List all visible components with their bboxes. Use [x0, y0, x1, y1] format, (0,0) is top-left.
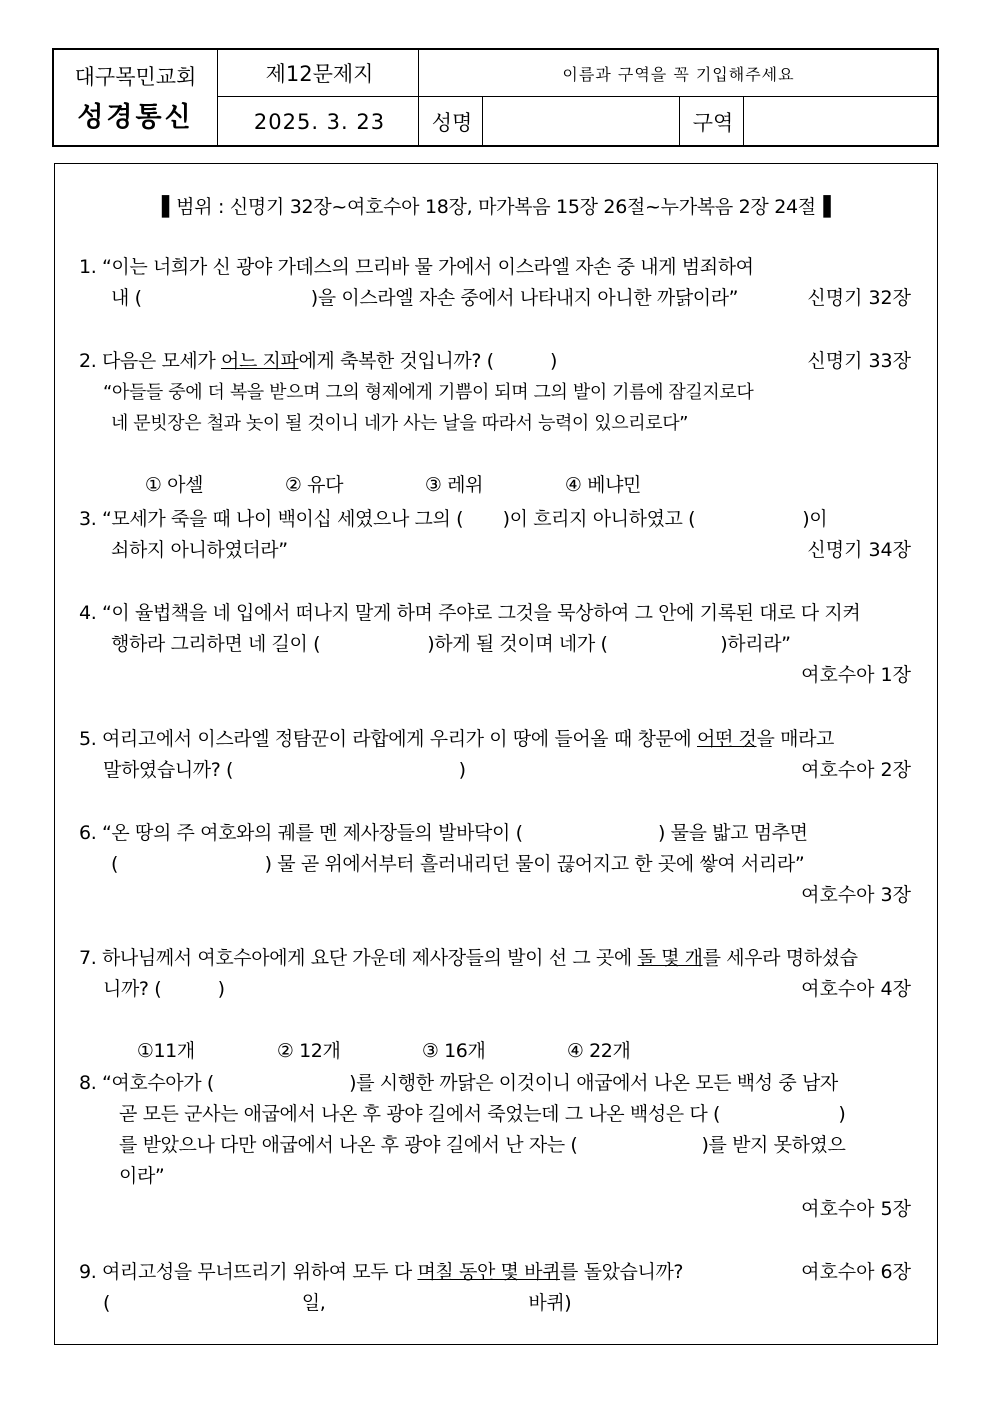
question-9 — [79, 1257, 915, 1319]
q7-line-2[interactable]: 니까? ( ) — [103, 978, 225, 1000]
q3-line-1[interactable]: 3. “모세가 죽을 때 나이 백이십 세였으나 그의 ( )이 흐리지 아니하였고 ( )이 — [79, 508, 828, 530]
q9-reference: 여호수아 6장 — [801, 1261, 911, 1283]
q7-line-1 — [79, 943, 915, 974]
q2-option-4[interactable]: ④ 베냐민 — [564, 474, 641, 496]
question-8 — [79, 1068, 915, 1192]
zone-label: 구역 — [692, 110, 734, 135]
q9-underline: 며칠 동안 몇 바퀴 — [417, 1261, 561, 1283]
header-table — [52, 48, 939, 147]
q8-line-1[interactable]: 8. “여호수아가 ( )를 시행한 까닭은 이것이니 애굽에서 나온 모든 백성 중 남자 — [79, 1072, 838, 1094]
church-block — [54, 50, 217, 145]
q9-line-2[interactable]: ( 일, 바퀴) — [103, 1292, 572, 1314]
q2-pre: 2. 다음은 모세가 — [79, 350, 221, 372]
question-4 — [79, 598, 915, 660]
q4-line-2[interactable]: 행하라 그리하면 네 길이 ( )하게 될 것이며 네가 ( )하리라” — [111, 633, 791, 655]
q1-reference: 신명기 32장 — [807, 287, 911, 309]
q7-option-2[interactable]: ② 12개 — [276, 1040, 341, 1062]
q2-option-1[interactable]: ① 아셀 — [144, 474, 204, 496]
question-3 — [79, 504, 915, 566]
q7-option-1[interactable]: ①11개 — [136, 1040, 195, 1062]
name-field[interactable] — [484, 98, 681, 145]
q2-underline: 어느 지파 — [220, 350, 299, 372]
q8-line-4: 이라” — [119, 1165, 165, 1187]
q5-post: 을 매라고 — [756, 728, 834, 750]
q7-pre: 7. 하나님께서 여호수아에게 요단 가운데 제사장들의 발이 선 그 곳에 — [79, 947, 638, 969]
q7-option-4[interactable]: ④ 22개 — [566, 1040, 631, 1062]
question-6 — [79, 818, 915, 880]
q8-reference: 여호수아 5장 — [801, 1198, 911, 1220]
zone-field[interactable] — [745, 98, 937, 145]
q2-option-2[interactable]: ② 유다 — [284, 474, 344, 496]
q3-reference: 신명기 34장 — [807, 539, 911, 561]
q2-quote-line-2: 네 문빗장은 철과 놋이 될 것이니 네가 사는 날을 따라서 능력이 있으리로다” — [111, 413, 689, 434]
q9-pre: 9. 여리고성을 무너뜨리기 위하여 모두 다 — [79, 1261, 418, 1283]
q8-line-3[interactable]: 를 받았으나 다만 애굽에서 나온 후 광야 길에서 난 자는 ( )를 받지 못하였으 — [119, 1134, 846, 1156]
q4-line-1: 4. “이 율법책을 네 입에서 떠나지 말게 하며 주야로 그것을 묵상하여 그 안에 기록된 대로 다 지켜 — [79, 602, 861, 624]
q6-line-1[interactable]: 6. “온 땅의 주 여호와의 궤를 멘 제사장들의 발바닥이 ( ) 물을 밟고 멈추면 — [79, 822, 808, 844]
newsletter-title: 성경통신 — [77, 102, 194, 133]
q6-reference: 여호수아 3장 — [801, 884, 911, 906]
q5-underline: 어떤 것 — [697, 728, 757, 750]
q3-line-2: 쇠하지 아니하였더라” — [111, 539, 288, 561]
issue-number: 제12문제지 — [265, 62, 374, 86]
q1-line-1: 1. “이는 너희가 신 광야 가데스의 므리바 물 가에서 이스라엘 자손 중 내게 범죄하여 — [79, 256, 754, 278]
q2-option-3[interactable]: ③ 레위 — [424, 474, 484, 496]
q2-line-1 — [79, 346, 915, 377]
q1-line-2[interactable]: 내 ( )을 이스라엘 자손 중에서 나타내지 아니한 까닭이라” — [111, 287, 739, 309]
q2-quote-line-1: “아들들 중에 더 복을 받으며 그의 형제에게 기쁨이 되며 그의 발이 기름에 잠길지로다 — [103, 382, 754, 403]
q4-reference: 여호수아 1장 — [801, 664, 911, 686]
q2-reference: 신명기 33장 — [807, 350, 911, 372]
q5-line-2[interactable]: 말하였습니까? ( ) — [103, 759, 466, 781]
issue-date: 2025. 3. 23 — [253, 109, 386, 134]
q7-post: 를 세우라 명하셨습 — [702, 947, 858, 969]
q5-reference: 여호수아 2장 — [801, 759, 911, 781]
q5-pre: 5. 여리고에서 이스라엘 정탐꾼이 라합에게 우리가 이 땅에 들어올 때 창문에 — [79, 728, 697, 750]
q7-option-3[interactable]: ③ 16개 — [421, 1040, 486, 1062]
question-1 — [79, 252, 915, 314]
q8-line-2[interactable]: 곧 모든 군사는 애굽에서 나온 후 광야 길에서 죽었는데 그 나온 백성은 다 ( ) — [119, 1103, 846, 1125]
name-label: 성명 — [431, 110, 473, 135]
church-name: 대구목민교회 — [74, 65, 197, 89]
question-5 — [79, 724, 915, 786]
question-sheet — [54, 163, 938, 1345]
q5-line-1 — [79, 724, 915, 755]
fill-in-notice: 이름과 구역을 꼭 기입해주세요 — [562, 64, 795, 84]
q7-underline: 돌 몇 개 — [637, 947, 703, 969]
q9-post: 를 돌았습니까? — [560, 1261, 684, 1283]
q7-reference: 여호수아 4장 — [801, 978, 911, 1000]
q9-line-1 — [79, 1257, 915, 1288]
q6-line-2[interactable]: ( ) 물 곧 위에서부터 흘러내리던 물이 끊어지고 한 곳에 쌓여 서리라” — [111, 853, 805, 875]
scripture-range: ▌범위 : 신명기 32장~여호수아 18장, 마가복음 15장 26절~누가복음 2장 24절▐ — [161, 196, 831, 218]
q2-post: 에게 축복한 것입니까? ( ) — [298, 350, 558, 372]
